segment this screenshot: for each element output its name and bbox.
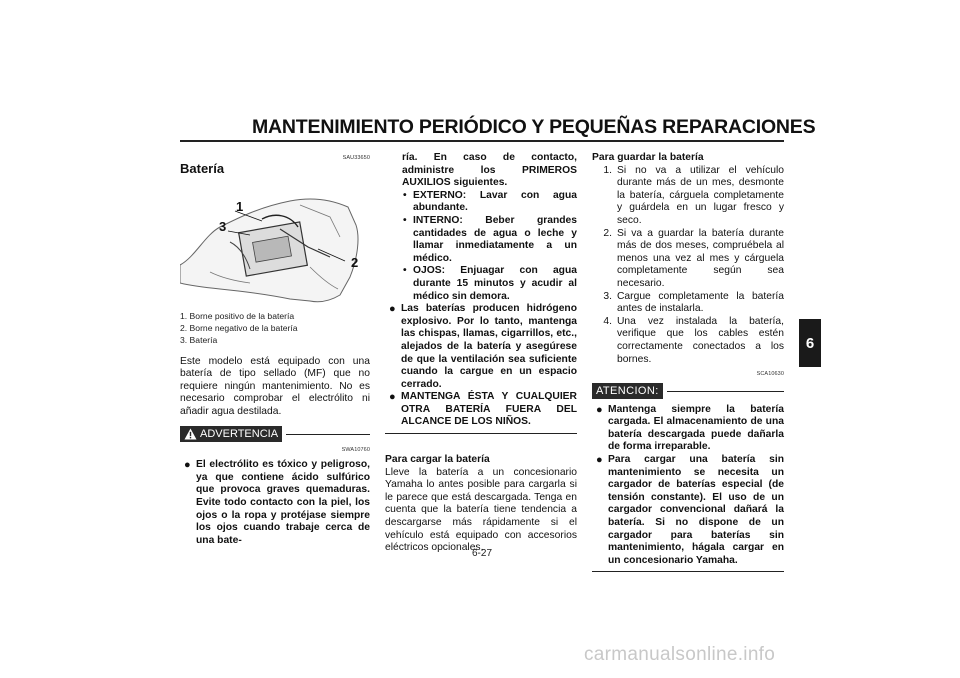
page-header-title: MANTENIMIENTO PERIÓDICO Y PEQUEÑAS REPARACIONES bbox=[252, 116, 816, 138]
site-watermark: carmanualsonline.info bbox=[584, 644, 776, 665]
warning-label bbox=[180, 426, 282, 442]
atencion-rule bbox=[667, 391, 784, 392]
figure-label-1: 1 bbox=[236, 199, 244, 215]
step-number: 1. bbox=[603, 164, 612, 176]
caption-item: 2. Borne negativo de la batería bbox=[180, 322, 298, 333]
atencion-bullet bbox=[592, 454, 784, 567]
sub-bullet-dot: • bbox=[403, 189, 407, 201]
section-title: Batería bbox=[180, 160, 225, 176]
sub-bullet-item bbox=[385, 190, 577, 215]
step-text: Una vez instalada la batería, verifique que los cables estén correctamente conectados a los bornes. bbox=[617, 315, 784, 365]
page-number: 6-27 bbox=[471, 548, 492, 559]
warning-bullet bbox=[385, 391, 577, 429]
atencion-label: ATENCION: bbox=[592, 383, 663, 399]
warning-triangle-icon bbox=[184, 428, 197, 440]
header-rule bbox=[180, 140, 784, 142]
atencion-bullet-text: Para cargar una batería sin mantenimiento se necesita un cargador de baterías especial (de tensión constante). El uso de un cargador convencional dañará la batería. Si no dispone de un cargador para baterías sin mantenimiento, hágala cargar en un concesionario Yamaha. bbox=[608, 454, 784, 566]
figure-label-2: 2 bbox=[351, 255, 359, 271]
warning-bullet-text: MANTENGA ÉSTA Y CUALQUIER OTRA BATERÍA FUERA DEL ALCANCE DE LOS NIÑOS. bbox=[401, 391, 577, 428]
sub-bullet-text: EXTERNO: Lavar con agua abundante. bbox=[413, 189, 577, 214]
step-number: 3. bbox=[603, 290, 612, 302]
warning-bullet-text: Las baterías producen hidrógeno explosivo. Por lo tanto, mantenga las chispas, llamas, cigarrillos, etc., alejados de la batería y asegúrese de que la ventilación sea suficiente cuando la cargue en un espacio cerrado. bbox=[401, 303, 577, 390]
figure-label-3: 3 bbox=[219, 219, 227, 235]
warning-bullet bbox=[180, 459, 370, 547]
charging-subhead: Para cargar la batería bbox=[385, 454, 490, 466]
sub-bullet-item bbox=[385, 265, 577, 303]
sub-bullet-dot: • bbox=[403, 265, 407, 277]
chapter-tab: 6 bbox=[799, 319, 821, 367]
battery-figure bbox=[180, 177, 370, 309]
column-1 bbox=[180, 152, 370, 547]
step-number: 2. bbox=[603, 227, 612, 239]
step-text: Si va a guardar la batería durante más de dos meses, compruébela al menos una vez al mes y cárguela completamente según sea necesario. bbox=[617, 227, 784, 289]
step-number: 4. bbox=[603, 315, 612, 327]
warning-label-text: ADVERTENCIA bbox=[200, 428, 279, 441]
bullet-dot-icon: ● bbox=[596, 454, 603, 467]
warning-banner bbox=[180, 426, 370, 443]
warning-rule bbox=[286, 434, 370, 435]
sub-bullet-text: OJOS: Enjuagar con agua durante 15 minutos y acudir al médico sin demora. bbox=[413, 265, 577, 302]
storage-step bbox=[592, 316, 784, 366]
caption-item: 1. Borne positivo de la batería bbox=[180, 311, 295, 322]
sub-bullet-dot: • bbox=[403, 214, 407, 226]
storage-step bbox=[592, 291, 784, 316]
warning-bullet bbox=[385, 303, 577, 391]
atencion-bullet-text: Mantenga siempre la batería cargada. El almacenamiento de una batería descargada puede dañarla de forma irreparable. bbox=[608, 403, 784, 453]
atencion-banner bbox=[592, 383, 784, 400]
warning-bullet-text: El electrólito es tóxico y peligroso, ya que contiene ácido sulfúrico que provoca graves quemaduras. Evite todo contacto con la piel, los ojos o la ropa y protéjase siempre los ojos cuando trabaje cerca de una bate- bbox=[196, 459, 370, 546]
storage-subhead: Para guardar la batería bbox=[592, 152, 704, 163]
caption-item: 3. Batería bbox=[180, 334, 218, 345]
column-3 bbox=[592, 152, 784, 572]
warning-end-rule bbox=[385, 433, 577, 434]
step-text: Si no va a utilizar el vehículo durante más de un mes, desmonte la batería, cárguela completamente y guárdela en un lugar fresco y seco. bbox=[617, 164, 784, 226]
warning-continuation: ría. En caso de contacto, administre los PRIMEROS AUXILIOS siguientes. bbox=[402, 152, 577, 189]
bullet-dot-icon: ● bbox=[389, 391, 396, 404]
atencion-code: SCA10630 bbox=[756, 371, 784, 378]
step-text: Cargue completamente la batería antes de instalarla. bbox=[617, 290, 784, 315]
charging-paragraph: Lleve la batería a un concesionario Yamaha lo antes posible para cargarla si le parece que está descargada. Tenga en cuenta que la batería tiene tendencia a descargarse más rápidamente si el vehículo está equipado con accesorios eléctricos opcionales. bbox=[385, 466, 577, 554]
storage-step bbox=[592, 165, 784, 228]
sub-bullet-text: INTERNO: Beber grandes cantidades de agua o leche y llamar inmediatamente a un médico. bbox=[413, 214, 577, 264]
sub-bullet-item bbox=[385, 215, 577, 265]
bullet-dot-icon: ● bbox=[596, 403, 603, 416]
figure-caption bbox=[180, 311, 370, 346]
bullet-dot-icon: ● bbox=[184, 459, 191, 472]
battery-illustration bbox=[180, 177, 370, 309]
section-code: SAU33650 bbox=[342, 155, 370, 161]
warning-code: SWA10760 bbox=[341, 446, 370, 453]
bullet-dot-icon: ● bbox=[389, 303, 396, 316]
column-2 bbox=[385, 152, 577, 555]
atencion-bullet bbox=[592, 404, 784, 454]
intro-paragraph: Este modelo está equipado con una batería de tipo sellado (MF) que no requiere ningún mantenimiento. No es necesario comprobar el electrólito ni añadir agua destilada. bbox=[180, 355, 370, 417]
atencion-end-rule bbox=[592, 571, 784, 572]
storage-step bbox=[592, 228, 784, 291]
